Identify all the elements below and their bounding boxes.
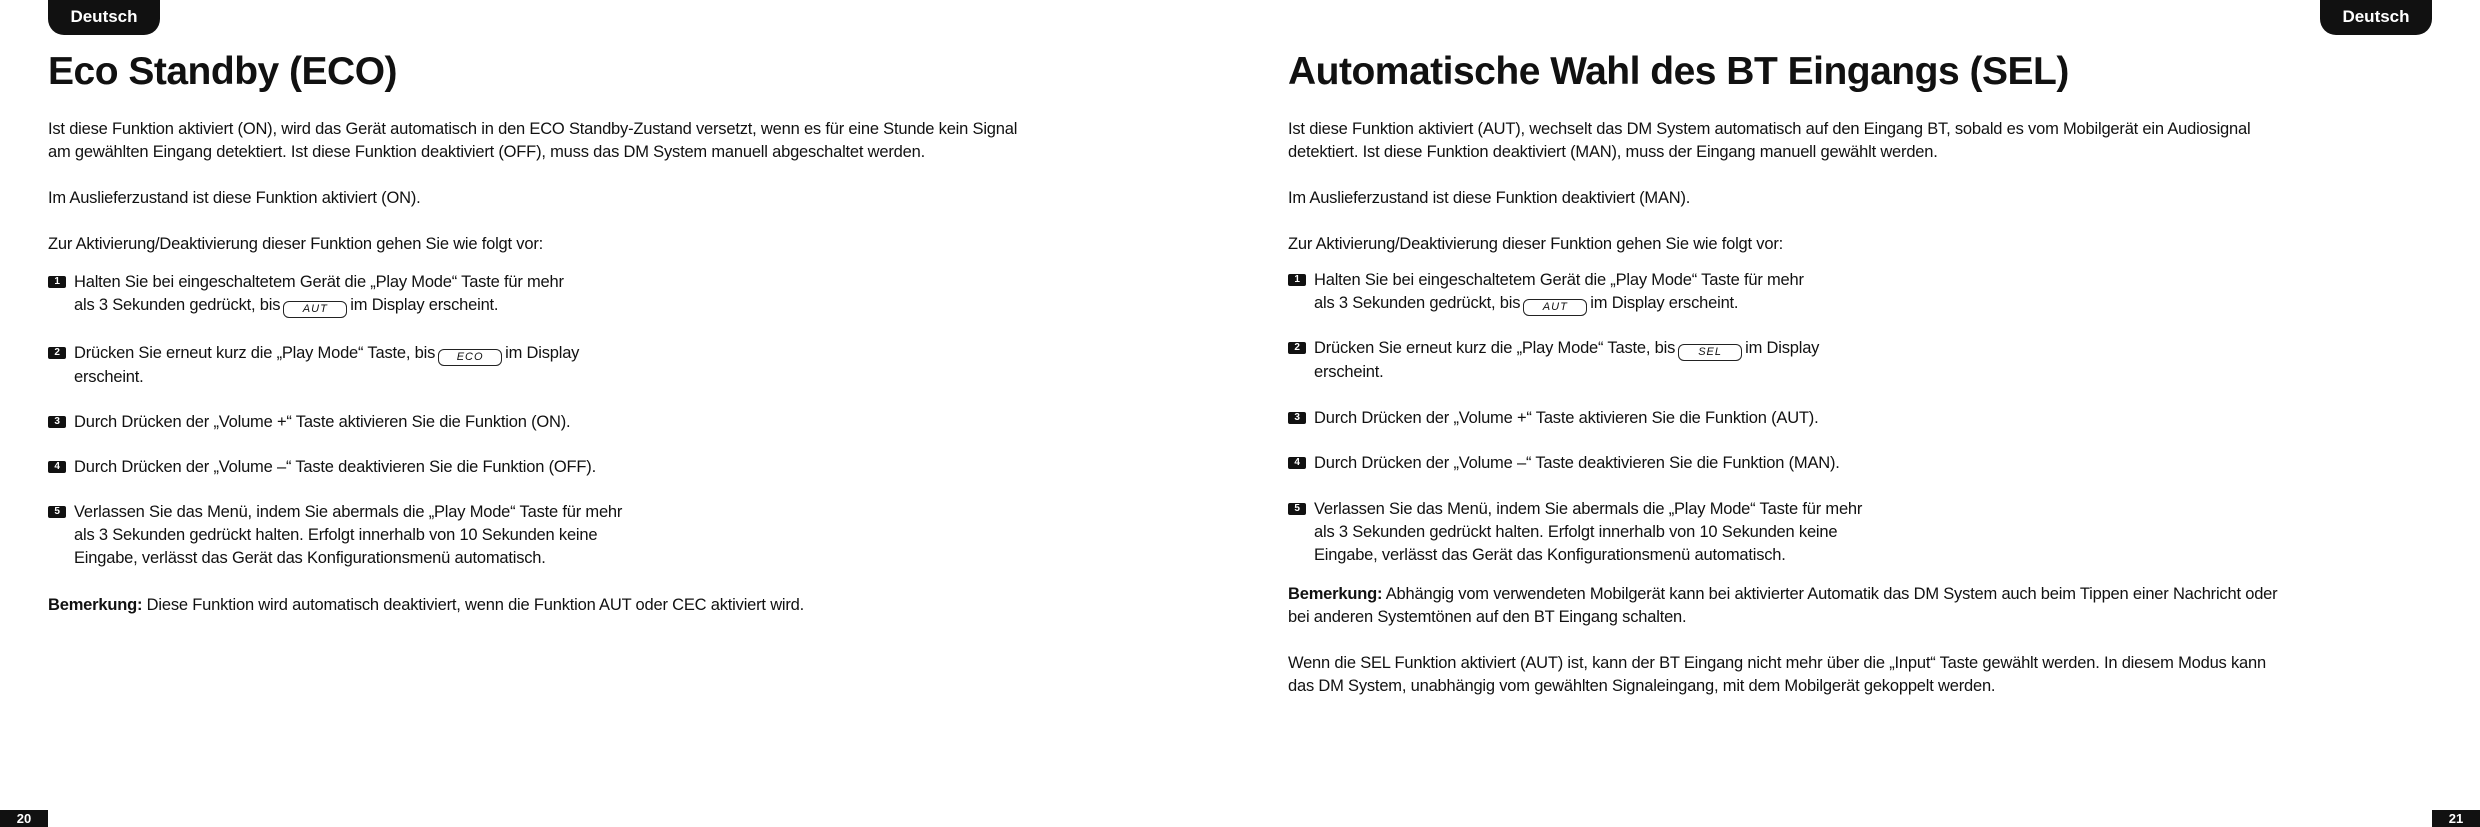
text-line: Ist diese Funktion aktiviert (ON), wird das Gerät automatisch in den ECO Standby-Zustand versetzt, wenn es für eine Stunde kein Signal bbox=[48, 120, 1018, 138]
step-number-icon: 4 bbox=[1288, 457, 1306, 469]
text-line: am gewählten Eingang detektiert. Ist diese Funktion deaktiviert (OFF), muss das DM System manuell abgeschaltet werden. bbox=[48, 143, 925, 161]
page-number: 21 bbox=[2432, 810, 2480, 827]
text-line: Drücken Sie erneut kurz die „Play Mode“ Taste, bis bbox=[1314, 339, 1676, 357]
text-line: Halten Sie bei eingeschaltetem Gerät die „Play Mode“ Taste für mehr bbox=[74, 273, 564, 291]
text-line: erscheint. bbox=[74, 368, 144, 386]
step-number-icon: 5 bbox=[1288, 503, 1306, 515]
intro-paragraph bbox=[48, 118, 1017, 164]
text-line: im Display erscheint. bbox=[1590, 294, 1739, 312]
text-line: das DM System, unabhängig vom gewählten Signaleingang, mit dem Mobilgerät gekoppelt werden. bbox=[1288, 677, 1996, 695]
step-number-icon: 3 bbox=[48, 416, 66, 428]
text-line: Wenn die SEL Funktion aktiviert (AUT) ist, kann der BT Eingang nicht mehr über die „Input“ Taste gewählt werden. In diesem Modus kann bbox=[1288, 654, 2266, 672]
text-line: erscheint. bbox=[1314, 363, 1384, 381]
page-title: Eco Standby (ECO) bbox=[48, 50, 398, 93]
step-5 bbox=[1288, 498, 1862, 567]
text-line: als 3 Sekunden gedrückt, bis bbox=[1314, 294, 1521, 312]
text-line: Durch Drücken der „Volume –“ Taste deaktivieren Sie die Funktion (OFF). bbox=[74, 458, 596, 476]
text-line: Durch Drücken der „Volume –“ Taste deaktivieren Sie die Funktion (MAN). bbox=[1314, 454, 1840, 472]
default-paragraph: Im Auslieferzustand ist diese Funktion aktiviert (ON). bbox=[48, 189, 421, 207]
step-2 bbox=[48, 342, 579, 389]
note-paragraph bbox=[48, 594, 804, 617]
howto-paragraph: Zur Aktivierung/Deaktivierung dieser Funktion gehen Sie wie folgt vor: bbox=[1288, 235, 1784, 253]
text-line: Ist diese Funktion aktiviert (AUT), wechselt das DM System automatisch auf den Eingang BT, sobald es vom Mobilgerät ein Audiosignal bbox=[1288, 120, 2251, 138]
text-line: als 3 Sekunden gedrückt halten. Erfolgt innerhalb von 10 Sekunden keine bbox=[74, 526, 598, 544]
step-2 bbox=[1288, 337, 1819, 384]
note-text: bei anderen Systemtönen auf den BT Eingang schalten. bbox=[1288, 608, 1687, 626]
text-line: Durch Drücken der „Volume +“ Taste aktivieren Sie die Funktion (ON). bbox=[74, 413, 571, 431]
text-line: Verlassen Sie das Menü, indem Sie abermals die „Play Mode“ Taste für mehr bbox=[1314, 500, 1863, 518]
note-text: Abhängig vom verwendeten Mobilgerät kann bei aktivierter Automatik das DM System auch beim Tippen einer Nachricht oder bbox=[1382, 585, 2278, 603]
text-line: als 3 Sekunden gedrückt, bis bbox=[74, 296, 281, 314]
display-indicator: ECO bbox=[438, 349, 502, 366]
howto-paragraph: Zur Aktivierung/Deaktivierung dieser Funktion gehen Sie wie folgt vor: bbox=[48, 235, 544, 253]
language-tab: Deutsch bbox=[48, 0, 160, 35]
text-line: detektiert. Ist diese Funktion deaktiviert (MAN), muss der Eingang manuell gewählt werden. bbox=[1288, 143, 1938, 161]
default-paragraph: Im Auslieferzustand ist diese Funktion deaktiviert (MAN). bbox=[1288, 189, 1691, 207]
text-line: Verlassen Sie das Menü, indem Sie abermals die „Play Mode“ Taste für mehr bbox=[74, 503, 623, 521]
step-number-icon: 2 bbox=[1288, 342, 1306, 354]
step-1 bbox=[48, 271, 564, 318]
step-4 bbox=[1288, 452, 1840, 475]
note-text: Diese Funktion wird automatisch deaktiviert, wenn die Funktion AUT oder CEC aktiviert wird. bbox=[142, 596, 805, 614]
display-indicator: AUT bbox=[1523, 299, 1587, 316]
note-label: Bemerkung: bbox=[1288, 585, 1383, 603]
display-indicator: SEL bbox=[1678, 344, 1742, 361]
text-line: im Display erscheint. bbox=[350, 296, 499, 314]
text-line: als 3 Sekunden gedrückt halten. Erfolgt innerhalb von 10 Sekunden keine bbox=[1314, 523, 1838, 541]
text-line: Durch Drücken der „Volume +“ Taste aktivieren Sie die Funktion (AUT). bbox=[1314, 409, 1819, 427]
page-title: Automatische Wahl des BT Eingangs (SEL) bbox=[1288, 50, 2069, 93]
step-5 bbox=[48, 501, 622, 570]
text-line: Eingabe, verlässt das Gerät das Konfigurationsmenü automatisch. bbox=[1314, 546, 1786, 564]
text-line: Halten Sie bei eingeschaltetem Gerät die „Play Mode“ Taste für mehr bbox=[1314, 271, 1804, 289]
step-number-icon: 4 bbox=[48, 461, 66, 473]
step-3 bbox=[1288, 407, 1818, 430]
step-number-icon: 3 bbox=[1288, 412, 1306, 424]
step-1 bbox=[1288, 269, 1804, 316]
step-3 bbox=[48, 411, 570, 434]
language-tab: Deutsch bbox=[2320, 0, 2432, 35]
note-label: Bemerkung: bbox=[48, 596, 143, 614]
display-indicator: AUT bbox=[283, 301, 347, 318]
step-number-icon: 2 bbox=[48, 347, 66, 359]
extra-paragraph bbox=[1288, 652, 2266, 698]
step-number-icon: 5 bbox=[48, 506, 66, 518]
step-number-icon: 1 bbox=[1288, 274, 1306, 286]
step-number-icon: 1 bbox=[48, 276, 66, 288]
step-4 bbox=[48, 456, 596, 479]
note-paragraph bbox=[1288, 583, 2277, 629]
text-line: Drücken Sie erneut kurz die „Play Mode“ Taste, bis bbox=[74, 344, 436, 362]
page-number: 20 bbox=[0, 810, 48, 827]
intro-paragraph bbox=[1288, 118, 2250, 164]
text-line: Eingabe, verlässt das Gerät das Konfigurationsmenü automatisch. bbox=[74, 549, 546, 567]
text-line: im Display bbox=[1745, 339, 1820, 357]
text-line: im Display bbox=[505, 344, 580, 362]
